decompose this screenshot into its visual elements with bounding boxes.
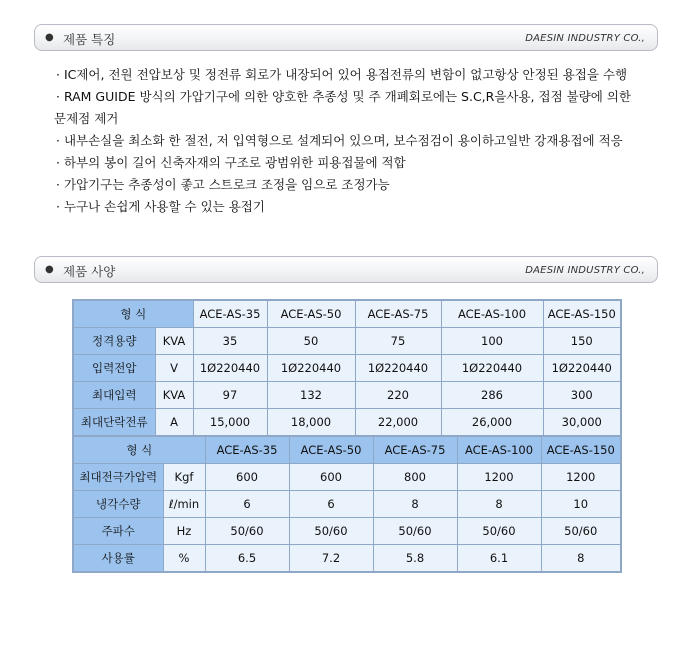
table-cell: 6 [205, 491, 289, 518]
feature-item: · 내부손실을 최소화 한 절전, 저 입역형으로 설계되어 있으며, 보수점검이 용이하고일반 강재용접에 적응 [56, 133, 623, 148]
feature-item: · RAM GUIDE 방식의 가압기구에 의한 양호한 추종성 및 주 개폐회로에는 S.C,R을사용, 접점 불량에 의한 [56, 89, 631, 104]
bullet-icon: ● [45, 264, 54, 275]
table-cell: 18,000 [267, 409, 355, 437]
company-name: DAESIN INDUSTRY CO., [525, 33, 645, 44]
header-label: 형 식 [73, 436, 205, 464]
model-header: ACE-AS-35 [193, 300, 267, 328]
table-cell: 6.5 [205, 545, 289, 573]
model-header: ACE-AS-100 [441, 300, 543, 328]
row-label: 정격용량 [73, 328, 155, 355]
table-cell: 50/60 [289, 518, 373, 545]
table-cell: 600 [289, 464, 373, 491]
table-cell: 15,000 [193, 409, 267, 437]
row-unit: Hz [163, 518, 205, 545]
section-title: 제품 사양 [63, 264, 116, 279]
row-label: 입력전압 [73, 355, 155, 382]
section-title: 제품 특징 [63, 32, 116, 47]
table-cell: 1Ø220440 [267, 355, 355, 382]
table-cell: 50/60 [373, 518, 457, 545]
table-cell: 1Ø220440 [193, 355, 267, 382]
row-label: 최대입력 [73, 382, 155, 409]
table-cell: 286 [441, 382, 543, 409]
row-unit: A [155, 409, 193, 437]
model-header: ACE-AS-150 [541, 436, 621, 464]
table-cell: 800 [373, 464, 457, 491]
model-header: ACE-AS-100 [457, 436, 541, 464]
table-cell: 132 [267, 382, 355, 409]
table-cell: 6 [289, 491, 373, 518]
header-label: 형 식 [73, 300, 193, 328]
table-row [73, 328, 621, 355]
table-cell: 30,000 [543, 409, 621, 437]
table-cell: 22,000 [355, 409, 441, 437]
table-cell: 220 [355, 382, 441, 409]
table-cell: 100 [441, 328, 543, 355]
feature-list [56, 64, 676, 218]
table-cell: 8 [541, 545, 621, 573]
table-cell: 5.8 [373, 545, 457, 573]
table-row [73, 382, 621, 409]
row-unit: ℓ/min [163, 491, 205, 518]
table-cell: 1200 [541, 464, 621, 491]
row-unit: KVA [155, 382, 193, 409]
table-row [73, 518, 621, 545]
model-header: ACE-AS-75 [373, 436, 457, 464]
table-cell: 50 [267, 328, 355, 355]
table-cell: 300 [543, 382, 621, 409]
model-header: ACE-AS-50 [289, 436, 373, 464]
model-header: ACE-AS-75 [355, 300, 441, 328]
feature-item: · 가압기구는 추종성이 좋고 스트로크 조정을 임으로 조정가능 [56, 177, 390, 192]
spec-table-electrical [72, 299, 622, 437]
table-cell: 7.2 [289, 545, 373, 573]
table-cell: 600 [205, 464, 289, 491]
table-cell: 1Ø220440 [441, 355, 543, 382]
row-label: 최대단락전류 [73, 409, 155, 437]
table-cell: 50/60 [541, 518, 621, 545]
table-row [73, 545, 621, 573]
table-cell: 6.1 [457, 545, 541, 573]
row-label: 주파수 [73, 518, 163, 545]
feature-item: · 누구나 손쉽게 사용할 수 있는 용접기 [56, 199, 265, 214]
table-header-row [73, 300, 621, 328]
row-label: 최대전극가압력 [73, 464, 163, 491]
row-unit: V [155, 355, 193, 382]
row-label: 냉각수량 [73, 491, 163, 518]
table-header-row [73, 436, 621, 464]
table-cell: 150 [543, 328, 621, 355]
table-cell: 8 [373, 491, 457, 518]
table-cell: 1Ø220440 [355, 355, 441, 382]
section-header-features [34, 24, 658, 51]
table-cell: 10 [541, 491, 621, 518]
table-cell: 50/60 [205, 518, 289, 545]
table-cell: 97 [193, 382, 267, 409]
table-row [73, 355, 621, 382]
feature-item: 문제점 제거 [54, 111, 119, 126]
row-unit: Kgf [163, 464, 205, 491]
table-cell: 26,000 [441, 409, 543, 437]
table-cell: 50/60 [457, 518, 541, 545]
table-cell: 75 [355, 328, 441, 355]
table-row [73, 464, 621, 491]
row-label: 사용률 [73, 545, 163, 573]
feature-item: · IC제어, 전원 전압보상 및 정전류 회로가 내장되어 있어 용접전류의 변함이 없고항상 안정된 용접을 수행 [56, 67, 628, 82]
section-header-specs [34, 256, 658, 283]
table-cell: 1Ø220440 [543, 355, 621, 382]
model-header: ACE-AS-35 [205, 436, 289, 464]
table-cell: 8 [457, 491, 541, 518]
table-cell: 35 [193, 328, 267, 355]
row-unit: % [163, 545, 205, 573]
model-header: ACE-AS-50 [267, 300, 355, 328]
table-row [73, 409, 621, 437]
bullet-icon: ● [45, 32, 54, 43]
row-unit: KVA [155, 328, 193, 355]
spec-table-mechanical [72, 435, 622, 573]
table-row [73, 491, 621, 518]
table-cell: 1200 [457, 464, 541, 491]
feature-item: · 하부의 봉이 길어 신축자재의 구조로 광범위한 피용접물에 적합 [56, 155, 406, 170]
company-name: DAESIN INDUSTRY CO., [525, 265, 645, 276]
model-header: ACE-AS-150 [543, 300, 621, 328]
